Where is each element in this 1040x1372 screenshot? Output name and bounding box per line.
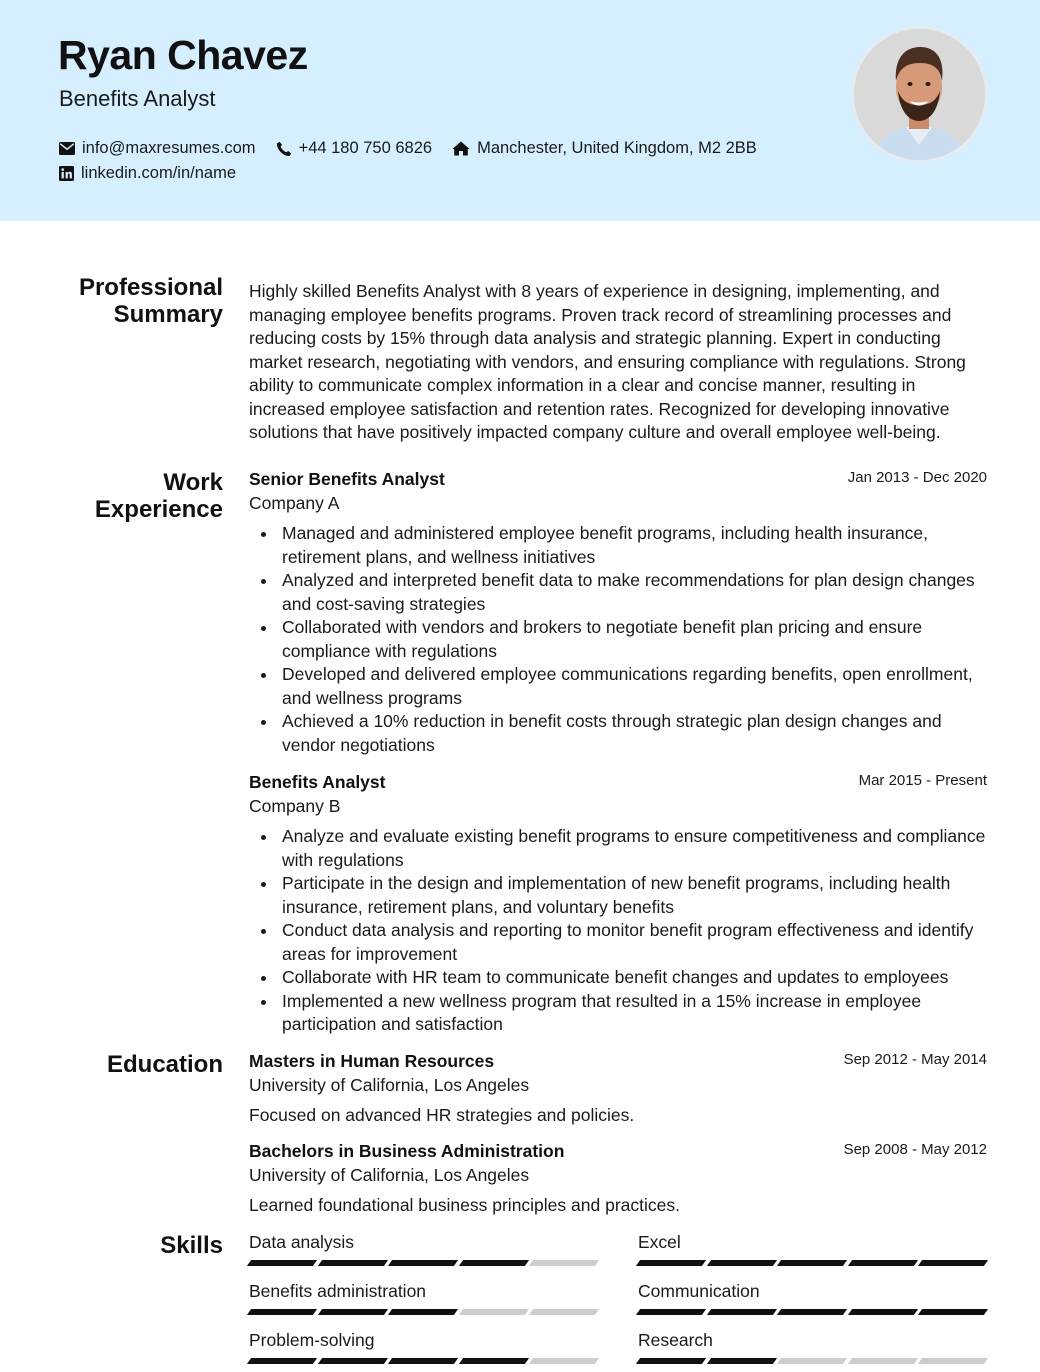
skill-item [638,1330,986,1354]
school-name: University of California, Los Angeles [249,1075,530,1095]
list-item: Analyzed and interpreted benefit data to make recommendations for plan design changes and cost-saving strategies [249,569,987,616]
skill-segment-empty [777,1358,847,1364]
skill-segment-filled [918,1260,988,1266]
skill-segment-filled [317,1309,387,1315]
profile-photo [851,26,988,163]
skill-segment-filled [636,1358,706,1364]
skill-item [249,1232,597,1256]
skill-segment-filled [388,1358,458,1364]
skill-segment-filled [247,1358,317,1364]
job-title: Senior Benefits Analyst [249,469,445,489]
education-section-title: Education [106,1051,223,1078]
skill-item [249,1330,597,1354]
skill-segment-filled [847,1309,917,1315]
skill-name: Research [638,1330,713,1350]
education-description: Learned foundational business principles and practices. [249,1195,680,1215]
skill-segment-filled [777,1309,847,1315]
candidate-role: Benefits Analyst [59,86,216,111]
skill-segment-filled [388,1260,458,1266]
job-title: Benefits Analyst [249,772,386,792]
contact-phone[interactable] [276,139,433,158]
skills-section-title: Skills [160,1232,223,1259]
job-company: Company A [249,493,340,513]
contact-row [59,139,777,158]
skill-segment-empty [847,1358,917,1364]
skill-item [249,1281,597,1305]
skill-segment-empty [529,1358,599,1364]
skill-name: Data analysis [249,1232,355,1252]
list-item: Conduct data analysis and reporting to monitor benefit program effectiveness and identify areas for improvement [249,919,987,966]
job-bullets [249,825,987,1037]
skill-level-bar [249,1309,597,1317]
contact-linkedin[interactable] [59,164,236,183]
skill-segment-empty [458,1309,528,1315]
degree-title: Bachelors in Business Administration [249,1141,565,1161]
contact-row [59,164,256,183]
skill-segment-empty [529,1260,599,1266]
candidate-name: Ryan Chavez [58,32,308,78]
skill-segment-filled [636,1260,706,1266]
skill-segment-filled [388,1309,458,1315]
job-entry [249,469,987,757]
education-dates: Sep 2012 - May 2014 [843,1051,987,1068]
skill-segment-filled [918,1309,988,1315]
list-item: Implemented a new wellness program that resulted in a 15% increase in employee participation and satisfaction [249,990,987,1037]
skill-segment-filled [636,1309,706,1315]
linkedin-text: linkedin.com/in/name [81,164,236,182]
education-dates: Sep 2008 - May 2012 [843,1141,987,1158]
contact-email[interactable] [59,139,256,158]
skill-name: Problem-solving [249,1330,375,1350]
skill-item [638,1232,986,1256]
skill-name: Communication [638,1281,760,1301]
skill-segment-filled [247,1309,317,1315]
skill-segment-empty [918,1358,988,1364]
experience-section-title: Work Experience [94,469,223,523]
job-company: Company B [249,796,341,816]
skill-level-bar [638,1309,986,1317]
resume-header [0,0,1040,221]
skill-segment-filled [317,1260,387,1266]
skill-segment-filled [706,1309,776,1315]
list-item: Managed and administered employee benefit programs, including health insurance, retirement plans, and wellness initiatives [249,522,987,569]
list-item: Developed and delivered employee communications regarding benefits, open enrollment, and wellness programs [249,663,987,710]
skill-segment-filled [706,1358,776,1364]
school-name: University of California, Los Angeles [249,1165,530,1185]
skill-segment-filled [247,1260,317,1266]
skill-level-bar [249,1358,597,1366]
job-bullets [249,522,987,757]
skill-name: Benefits administration [249,1281,427,1301]
degree-title: Masters in Human Resources [249,1051,495,1071]
skill-level-bar [638,1260,986,1268]
skill-item [638,1281,986,1305]
job-entry [249,772,987,1037]
skill-segment-filled [458,1260,528,1266]
education-description: Focused on advanced HR strategies and policies. [249,1105,635,1125]
list-item: Achieved a 10% reduction in benefit costs through strategic plan design changes and vendor negotiations [249,710,987,757]
skill-segment-filled [706,1260,776,1266]
phone-icon [276,141,292,157]
education-entry [249,1141,987,1216]
skill-segment-filled [458,1358,528,1364]
skill-segment-filled [777,1260,847,1266]
job-dates: Mar 2015 - Present [858,772,987,789]
skill-segment-filled [847,1260,917,1266]
list-item: Collaborate with HR team to communicate benefit changes and updates to employees [249,966,987,990]
skill-segment-filled [317,1358,387,1364]
home-icon [452,141,470,156]
email-text: info@maxresumes.com [82,139,256,157]
list-item: Analyze and evaluate existing benefit programs to ensure competitiveness and compliance with regulations [249,825,987,872]
address-text: Manchester, United Kingdom, M2 2BB [477,139,757,157]
education-entry [249,1051,987,1126]
job-dates: Jan 2013 - Dec 2020 [847,469,987,486]
skill-segment-empty [529,1309,599,1315]
skill-name: Excel [638,1232,681,1252]
summary-text: Highly skilled Benefits Analyst with 8 years of experience in designing, implementing, and managing employee benefits programs. Proven track record of streamlining processes and reducing costs by 15% through data analysis and strategic planning. Expert in conducting market research, negotiating with vendors, and ensuring compliance with regulations. Strong ability to communicate complex information in a clear and concise manner, resulting in increased employee satisfaction and retention rates. Recognized for developing innovative solutions that have positively impacted company culture and overall employee well-being. [249,281,966,442]
skill-level-bar [638,1358,986,1366]
list-item: Participate in the design and implementation of new benefit programs, including health insurance, retirement plans, and voluntary benefits [249,872,987,919]
envelope-icon [59,142,75,155]
summary-section-title: Professional Summary [78,274,223,328]
phone-text: +44 180 750 6826 [298,139,433,157]
linkedin-icon [59,166,74,181]
skill-level-bar [249,1260,597,1268]
list-item: Collaborated with vendors and brokers to negotiate benefit plan pricing and ensure compliance with regulations [249,616,987,663]
contact-address [452,139,757,158]
